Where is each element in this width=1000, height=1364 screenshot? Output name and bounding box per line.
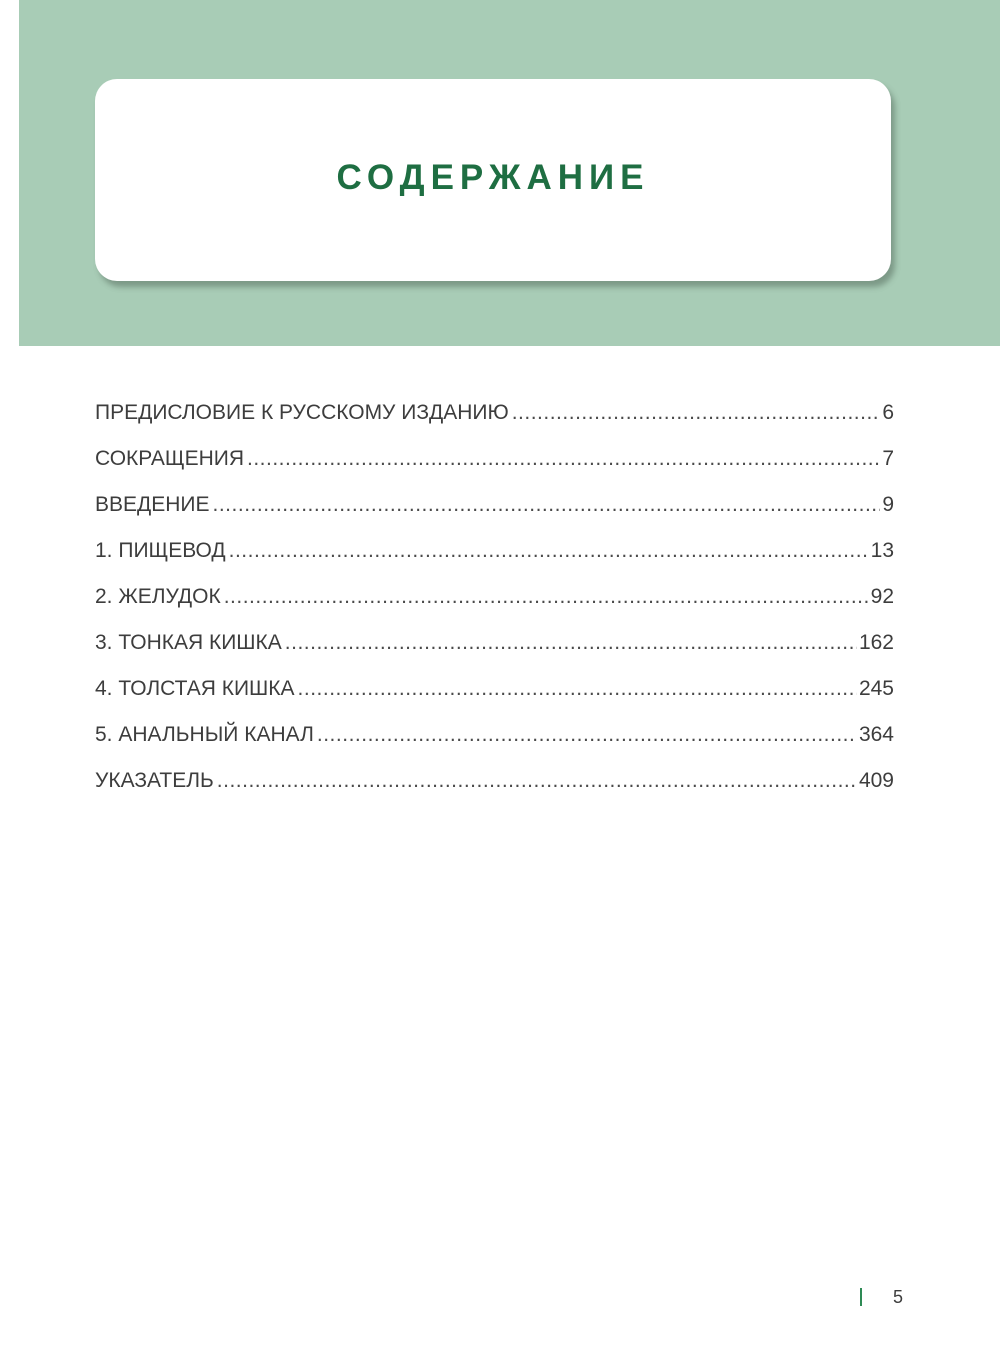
toc-entry-label: 4. ТОЛСТАЯ КИШКА [95, 677, 295, 700]
page-number: 5 [893, 1287, 904, 1307]
toc-entry-label: 2. ЖЕЛУДОК [95, 585, 221, 608]
page-marker-bar [860, 1288, 862, 1306]
toc-entry-label: 1. ПИЩЕВОД [95, 539, 226, 562]
page-title: СОДЕРЖАНИЕ [336, 158, 650, 197]
toc-entry-page: 162 [858, 631, 894, 654]
toc-entry[interactable] [95, 631, 894, 677]
toc-entry-page: 245 [858, 677, 894, 700]
table-of-contents [95, 401, 894, 815]
toc-leader-dots [317, 723, 857, 747]
toc-entry[interactable] [95, 401, 894, 447]
toc-entry-page: 409 [858, 769, 894, 792]
toc-leader-dots [229, 539, 869, 563]
toc-entry-label: СОКРАЩЕНИЯ [95, 447, 244, 470]
toc-entry-page: 6 [882, 401, 894, 424]
toc-entry-label: ПРЕДИСЛОВИЕ К РУССКОМУ ИЗДАНИЮ [95, 401, 509, 424]
toc-entry[interactable] [95, 723, 894, 769]
toc-entry[interactable] [95, 447, 894, 493]
toc-leader-dots [224, 585, 869, 609]
toc-entry[interactable] [95, 769, 894, 815]
toc-entry-label: 3. ТОНКАЯ КИШКА [95, 631, 282, 654]
toc-entry[interactable] [95, 677, 894, 723]
toc-entry-page: 13 [870, 539, 894, 562]
title-card [95, 79, 891, 281]
toc-entry-label: УКАЗАТЕЛЬ [95, 769, 214, 792]
toc-leader-dots [217, 769, 857, 793]
toc-leader-dots [298, 677, 857, 701]
toc-entry-page: 92 [870, 585, 894, 608]
toc-entry-page: 9 [882, 493, 894, 516]
toc-entry[interactable] [95, 539, 894, 585]
toc-entry-page: 364 [858, 723, 894, 746]
toc-entry[interactable] [95, 493, 894, 539]
toc-leader-dots [512, 401, 881, 425]
toc-entry-label: 5. АНАЛЬНЫЙ КАНАЛ [95, 723, 314, 746]
toc-entry-label: ВВЕДЕНИЕ [95, 493, 210, 516]
toc-entry[interactable] [95, 585, 894, 631]
toc-entry-page: 7 [882, 447, 894, 470]
toc-leader-dots [247, 447, 880, 471]
toc-leader-dots [213, 493, 881, 517]
toc-leader-dots [285, 631, 857, 655]
